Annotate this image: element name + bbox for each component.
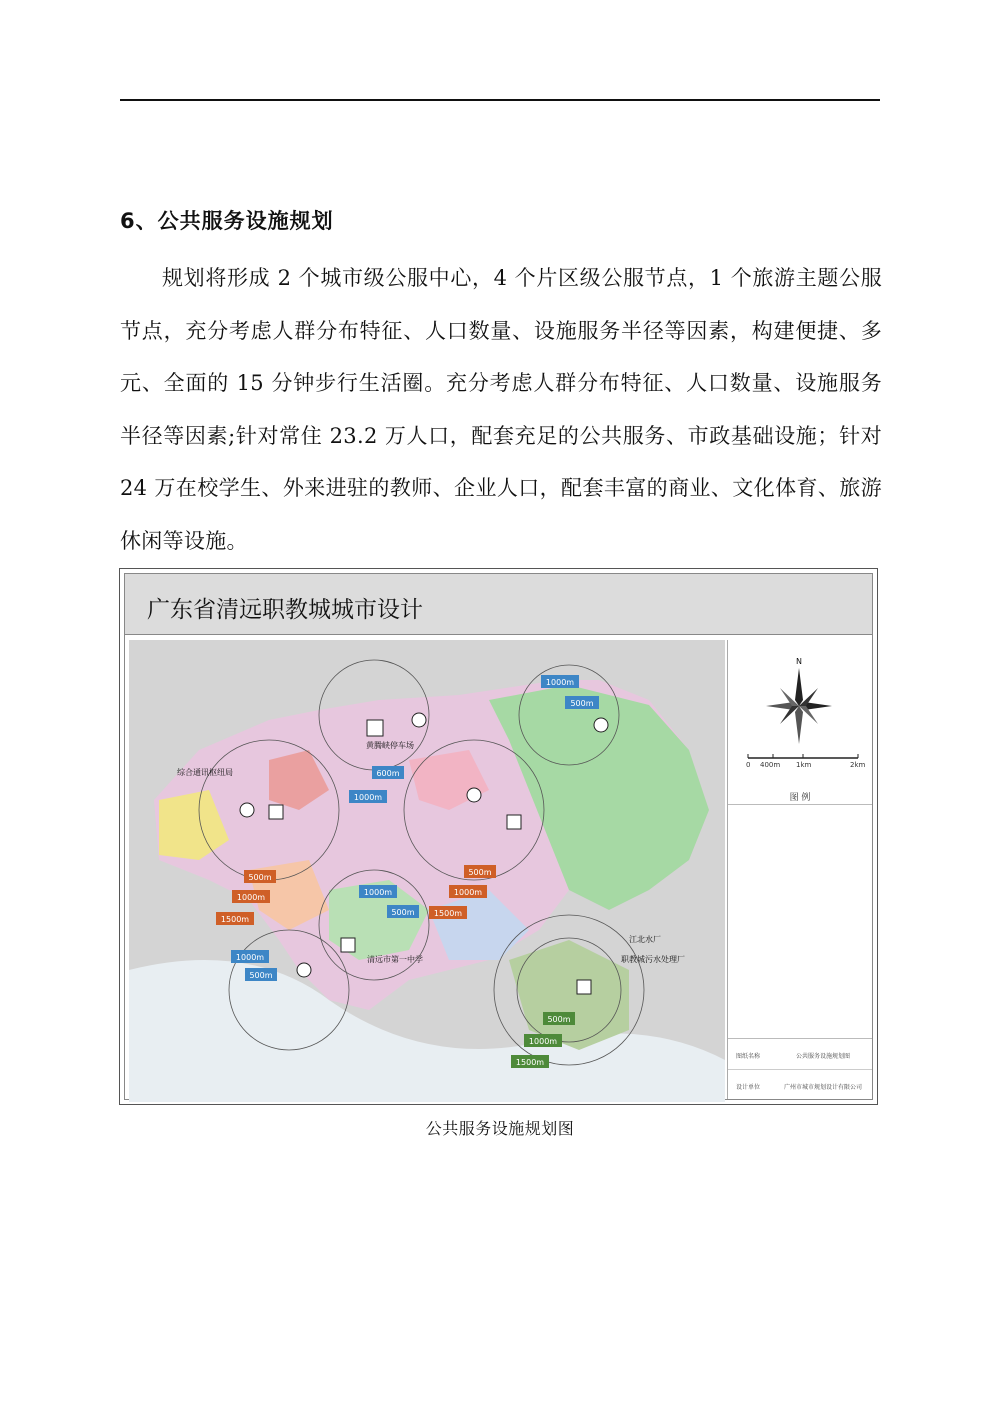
figure-frame bbox=[124, 573, 873, 1100]
scale-label-2km: 2km bbox=[850, 761, 866, 769]
info-key: 图纸名称 bbox=[736, 1053, 761, 1060]
scale-label-1km: 1km bbox=[796, 761, 812, 769]
label-west-1500-text: 1500m bbox=[220, 915, 250, 924]
compass-rose-icon bbox=[766, 668, 832, 744]
label-resort-1500-text: 1500m bbox=[515, 1058, 545, 1067]
label-sw-1000-text: 1000m bbox=[235, 953, 265, 962]
scale-label-0: 0 bbox=[746, 761, 751, 769]
school-label: 清远市第一中学 bbox=[367, 955, 423, 964]
market-icon bbox=[507, 815, 521, 829]
label-center-500-text: 500m bbox=[468, 868, 492, 877]
school-icon bbox=[269, 805, 283, 819]
parking-icon bbox=[367, 720, 383, 736]
label-north-500-text: 500m bbox=[570, 699, 594, 708]
legend-box bbox=[728, 804, 872, 1039]
label-south-1000-text: 1000m bbox=[363, 888, 393, 897]
label-center-1000-text: 1000m bbox=[353, 793, 383, 802]
header-rule bbox=[120, 99, 880, 101]
legend-title: 图 例 bbox=[789, 793, 811, 803]
scale-label-400m: 400m bbox=[760, 761, 781, 769]
label-sw-500-text: 500m bbox=[249, 971, 273, 980]
label-resort-500-text: 500m bbox=[547, 1015, 571, 1024]
map-side-panel bbox=[727, 640, 872, 1099]
toilet-icon bbox=[412, 713, 426, 727]
info-row-drawing-name bbox=[728, 1039, 872, 1069]
hub-label: 综合通讯枢纽局 bbox=[177, 768, 233, 777]
parking-label: 黄腾峡停车场 bbox=[366, 741, 414, 750]
section-paragraph: 规划将形成 2 个城市级公服中心，4 个片区级公服节点，1 个旅游主题公服节点，充分考虑人群分布特征、人口数量、设施服务半径等因素，构建便捷、多元、全面的 15 分钟步行生活圈。充分考虑人群分布特征、人口数量、设施服务半径等因素;针对常住 23.2 万人口，配套充足的公共服务、市政基础设施；针对 24 万在校学生、外来进驻的教师、企业人口，配套丰富的商业、文化体育、旅游休闲等设施。 bbox=[120, 266, 882, 553]
hospital-icon-center bbox=[467, 788, 481, 802]
planning-map bbox=[129, 640, 725, 1102]
label-center-1000b-text: 1000m bbox=[453, 888, 483, 897]
figure-caption: 公共服务设施规划图 bbox=[425, 1119, 575, 1138]
figure-title: 广东省清远职教城城市设计 bbox=[147, 597, 423, 623]
info-value: 公共服务设施规划图 bbox=[795, 1053, 850, 1060]
label-north-1000-text: 1000m bbox=[545, 678, 575, 687]
info-row-designer bbox=[728, 1069, 872, 1100]
label-west-1000-text: 1000m bbox=[236, 893, 266, 902]
section-heading: 6、公共服务设施规划 bbox=[120, 209, 334, 233]
figure-title-bar bbox=[125, 574, 872, 635]
sewage-plant-label: 职教城污水处理厂 bbox=[621, 955, 685, 964]
drawing-info-table bbox=[728, 1038, 872, 1099]
hotel-icon bbox=[577, 980, 591, 994]
water-plant-label: 江北水厂 bbox=[629, 935, 661, 944]
info-value: 广州市城市规划设计有限公司 bbox=[783, 1084, 862, 1091]
label-center-1500-text: 1500m bbox=[433, 909, 463, 918]
compass-scale-svg bbox=[728, 640, 878, 780]
info-key: 设计单位 bbox=[736, 1084, 761, 1091]
north-label: N bbox=[796, 657, 802, 666]
clinic-icon bbox=[594, 718, 608, 732]
hospital-icon bbox=[240, 803, 254, 817]
label-resort-1000-text: 1000m bbox=[528, 1037, 558, 1046]
label-west-500-text: 500m bbox=[248, 873, 272, 882]
plan-figure bbox=[119, 568, 878, 1105]
planning-map-svg bbox=[129, 640, 725, 1102]
label-south-500-text: 500m bbox=[391, 908, 415, 917]
library-icon bbox=[297, 963, 311, 977]
label-parking-600-text: 600m bbox=[376, 769, 400, 778]
middle-school-icon bbox=[341, 938, 355, 952]
scale-bar bbox=[746, 754, 866, 769]
